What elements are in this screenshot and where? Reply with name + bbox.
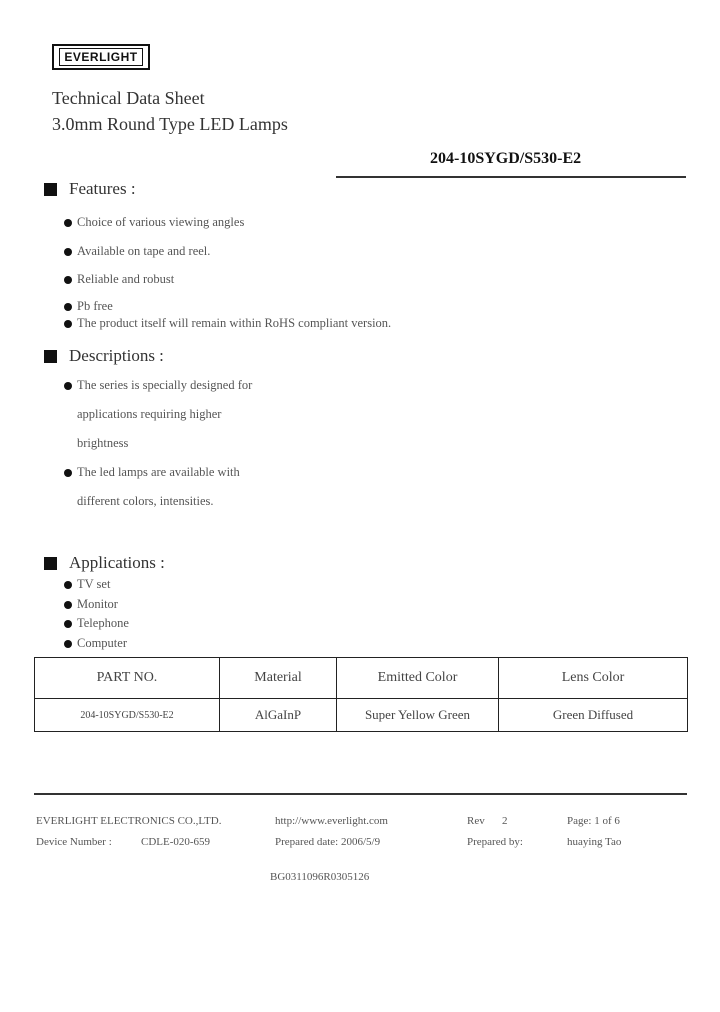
doc-title-line1: Technical Data Sheet bbox=[52, 88, 205, 108]
feature-text: Pb free bbox=[77, 299, 113, 313]
footer-url[interactable]: http://www.everlight.com bbox=[275, 815, 388, 827]
description-item bbox=[64, 378, 252, 393]
feature-text: Reliable and robust bbox=[77, 272, 175, 286]
doc-title-line2: 3.0mm Round Type LED Lamps bbox=[52, 114, 288, 134]
bullet-icon bbox=[64, 382, 72, 390]
feature-item bbox=[64, 316, 391, 331]
applications-heading-text: Applications : bbox=[69, 553, 165, 572]
footer-divider bbox=[34, 793, 687, 795]
description-continuation: applications requiring higher bbox=[77, 407, 222, 421]
part-spec-table bbox=[34, 657, 688, 732]
footer-prepared-by-value: huaying Tao bbox=[567, 836, 622, 848]
feature-item bbox=[64, 215, 244, 230]
bullet-icon bbox=[64, 320, 72, 328]
everlight-logo bbox=[52, 44, 150, 70]
cell-material: AlGaInP bbox=[220, 699, 337, 732]
feature-item bbox=[64, 272, 174, 287]
description-text: The series is specially designed for bbox=[77, 378, 253, 392]
model-number: 204-10SYGD/S530-E2 bbox=[430, 150, 582, 167]
header-material: Material bbox=[220, 658, 337, 699]
applications-heading bbox=[44, 553, 165, 573]
footer-prepared-by-label: Prepared by: bbox=[467, 836, 523, 848]
bullet-icon bbox=[64, 276, 72, 284]
application-item bbox=[64, 597, 118, 612]
application-item bbox=[64, 636, 127, 651]
application-text: TV set bbox=[77, 577, 111, 591]
footer-doc-code: BG0311096R0305126 bbox=[270, 871, 370, 883]
footer-rev-label: Rev bbox=[467, 815, 485, 827]
model-divider bbox=[336, 176, 686, 178]
section-square-icon bbox=[44, 183, 57, 196]
features-heading bbox=[44, 179, 136, 199]
application-text: Telephone bbox=[77, 616, 129, 630]
table-row bbox=[35, 699, 688, 732]
footer-device-value: CDLE-020-659 bbox=[141, 836, 211, 848]
feature-text: Choice of various viewing angles bbox=[77, 215, 245, 229]
cell-part-no: 204-10SYGD/S530-E2 bbox=[35, 699, 220, 732]
header-emitted-color: Emitted Color bbox=[337, 658, 499, 699]
descriptions-heading bbox=[44, 346, 164, 366]
feature-item bbox=[64, 299, 113, 314]
logo-text: EVERLIGHT bbox=[59, 48, 142, 66]
description-item bbox=[64, 465, 240, 480]
feature-text: Available on tape and reel. bbox=[77, 244, 211, 258]
bullet-icon bbox=[64, 640, 72, 648]
bullet-icon bbox=[64, 303, 72, 311]
footer-company: EVERLIGHT ELECTRONICS CO.,LTD. bbox=[36, 815, 222, 827]
footer-prepared-date: Prepared date: 2006/5/9 bbox=[275, 836, 381, 848]
footer-device-label: Device Number : bbox=[36, 836, 112, 848]
bullet-icon bbox=[64, 219, 72, 227]
footer-page: Page: 1 of 6 bbox=[567, 815, 620, 827]
header-lens-color: Lens Color bbox=[499, 658, 688, 699]
descriptions-heading-text: Descriptions : bbox=[69, 346, 164, 365]
table-header-row bbox=[35, 658, 688, 699]
feature-item bbox=[64, 244, 210, 259]
features-heading-text: Features : bbox=[69, 179, 136, 198]
description-continuation: brightness bbox=[77, 436, 129, 450]
bullet-icon bbox=[64, 620, 72, 628]
bullet-icon bbox=[64, 469, 72, 477]
feature-text: The product itself will remain within RoHS compliant version. bbox=[77, 316, 392, 330]
bullet-icon bbox=[64, 248, 72, 256]
header-part-no: PART NO. bbox=[35, 658, 220, 699]
application-text: Monitor bbox=[77, 597, 118, 611]
section-square-icon bbox=[44, 350, 57, 363]
footer-rev-value: 2 bbox=[502, 815, 508, 827]
description-text: The led lamps are available with bbox=[77, 465, 240, 479]
bullet-icon bbox=[64, 601, 72, 609]
description-continuation: different colors, intensities. bbox=[77, 494, 214, 508]
application-item bbox=[64, 577, 110, 592]
application-item bbox=[64, 616, 129, 631]
section-square-icon bbox=[44, 557, 57, 570]
cell-lens-color: Green Diffused bbox=[499, 699, 688, 732]
cell-emitted-color: Super Yellow Green bbox=[337, 699, 499, 732]
application-text: Computer bbox=[77, 636, 127, 650]
bullet-icon bbox=[64, 581, 72, 589]
